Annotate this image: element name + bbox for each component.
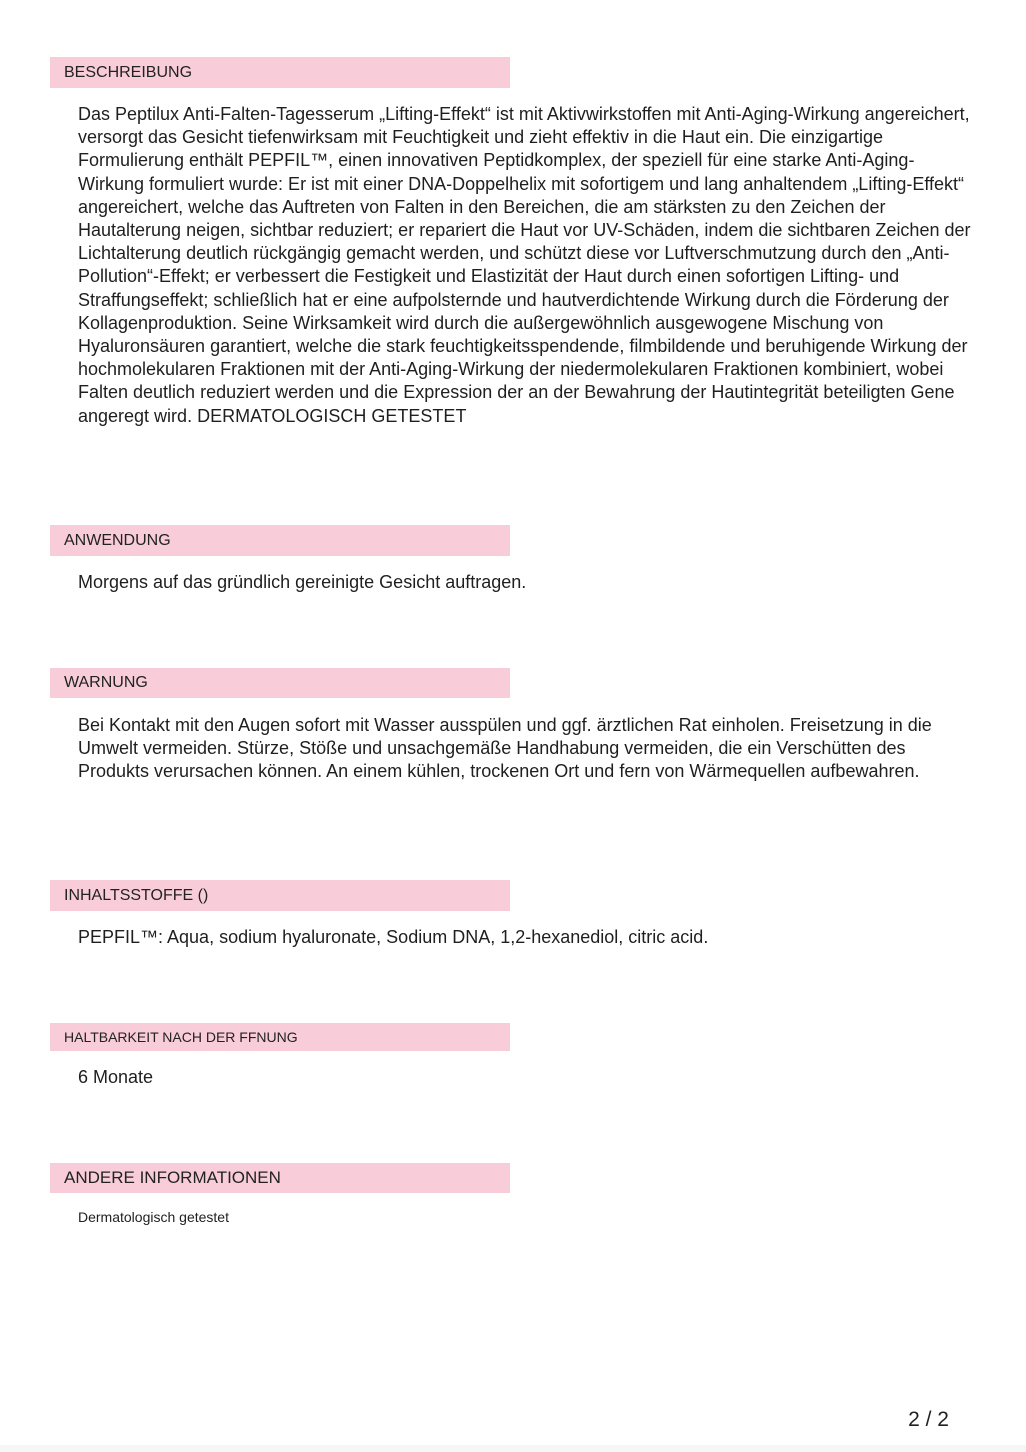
section-body-andere: Dermatologisch getestet	[78, 1209, 229, 1225]
section-title: ANDERE INFORMATIONEN	[64, 1168, 281, 1187]
section-body-warnung: Bei Kontakt mit den Augen sofort mit Wasser ausspülen und ggf. ärztlichen Rat einholen. Freisetzung in die Umwelt vermeiden. Stürze, Stöße und unsachgemäße Handhabung vermeiden, die ein Verschütten des Produkts verursachen können. An einem kühlen, trockenen Ort und fern von Wärmequellen aufbewahren.	[78, 715, 932, 782]
section-header-haltbarkeit	[50, 1023, 510, 1051]
section-header-anwendung	[50, 525, 510, 556]
section-header-beschreibung	[50, 57, 510, 88]
section-title: HALTBARKEIT NACH DER FFNUNG	[64, 1029, 298, 1045]
section-header-warnung	[50, 668, 510, 698]
section-title: INHALTSSTOFFE ()	[64, 886, 209, 904]
section-title: BESCHREIBUNG	[64, 63, 193, 81]
section-title: WARNUNG	[64, 674, 148, 691]
section-body-anwendung: Morgens auf das gründlich gereinigte Gesicht auftragen.	[78, 572, 527, 592]
page-number: 2 / 2	[908, 1408, 949, 1431]
section-header-andere	[50, 1163, 510, 1193]
section-header-inhaltsstoffe	[50, 880, 510, 911]
bottom-strip	[0, 1445, 1026, 1452]
section-body-beschreibung: Das Peptilux Anti-Falten-Tagesserum „Lifting-Effekt“ ist mit Aktivwirkstoffen mit Anti-Aging-Wirkung angereichert, versorgt das Gesicht tiefenwirksam mit Feuchtigkeit und zieht effektiv in die Haut ein. Die einzigartige Formulierung enthält PEPFIL™, einen innovativen Peptidkomplex, der speziell für eine starke Anti-Aging-Wirkung formuliert wurde: Er ist mit einer DNA-Doppelhelix mit sofortigem und lang anhaltendem „Lifting-Effekt“ angereichert, welche das Auftreten von Falten in den Bereichen, die am stärksten zu den Zeichen der Hautalterung neigen, sichtbar reduziert; er repariert die Haut vor UV-Schäden, indem die sichtbaren Zeichen der Lichtalterung deutlich rückgängig gemacht werden, und schützt diese vor Luftverschmutzung durch den „Anti-Pollution“-Effekt; er verbessert die Festigkeit und Elastizität der Haut durch einen sofortigen Lifting- und Straffungseffekt; schließlich hat er eine aufpolsternde und hautverdichtende Wirkung durch die Förderung der Kollagenproduktion. Seine Wirksamkeit wird durch die außergewöhnlich ausgewogene Mischung von Hyaluronsäuren garantiert, welche die stark feuchtigkeitsspendende, filmbildende und beruhigende Wirkung der hochmolekularen Fraktionen mit der Anti-Aging-Wirkung der niedermolekularen Fraktionen kombiniert, wobei Falten deutlich reduziert werden und die Expression der an der Bewahrung der Hautintegrität beteiligten Gene angeregt wird. DERMATOLOGISCH GETESTET	[78, 104, 971, 426]
section-title: ANWENDUNG	[64, 531, 171, 549]
section-body-haltbarkeit: 6 Monate	[78, 1067, 154, 1087]
section-body-inhaltsstoffe: PEPFIL™: Aqua, sodium hyaluronate, Sodium DNA, 1,2-hexanediol, citric acid.	[78, 927, 709, 947]
